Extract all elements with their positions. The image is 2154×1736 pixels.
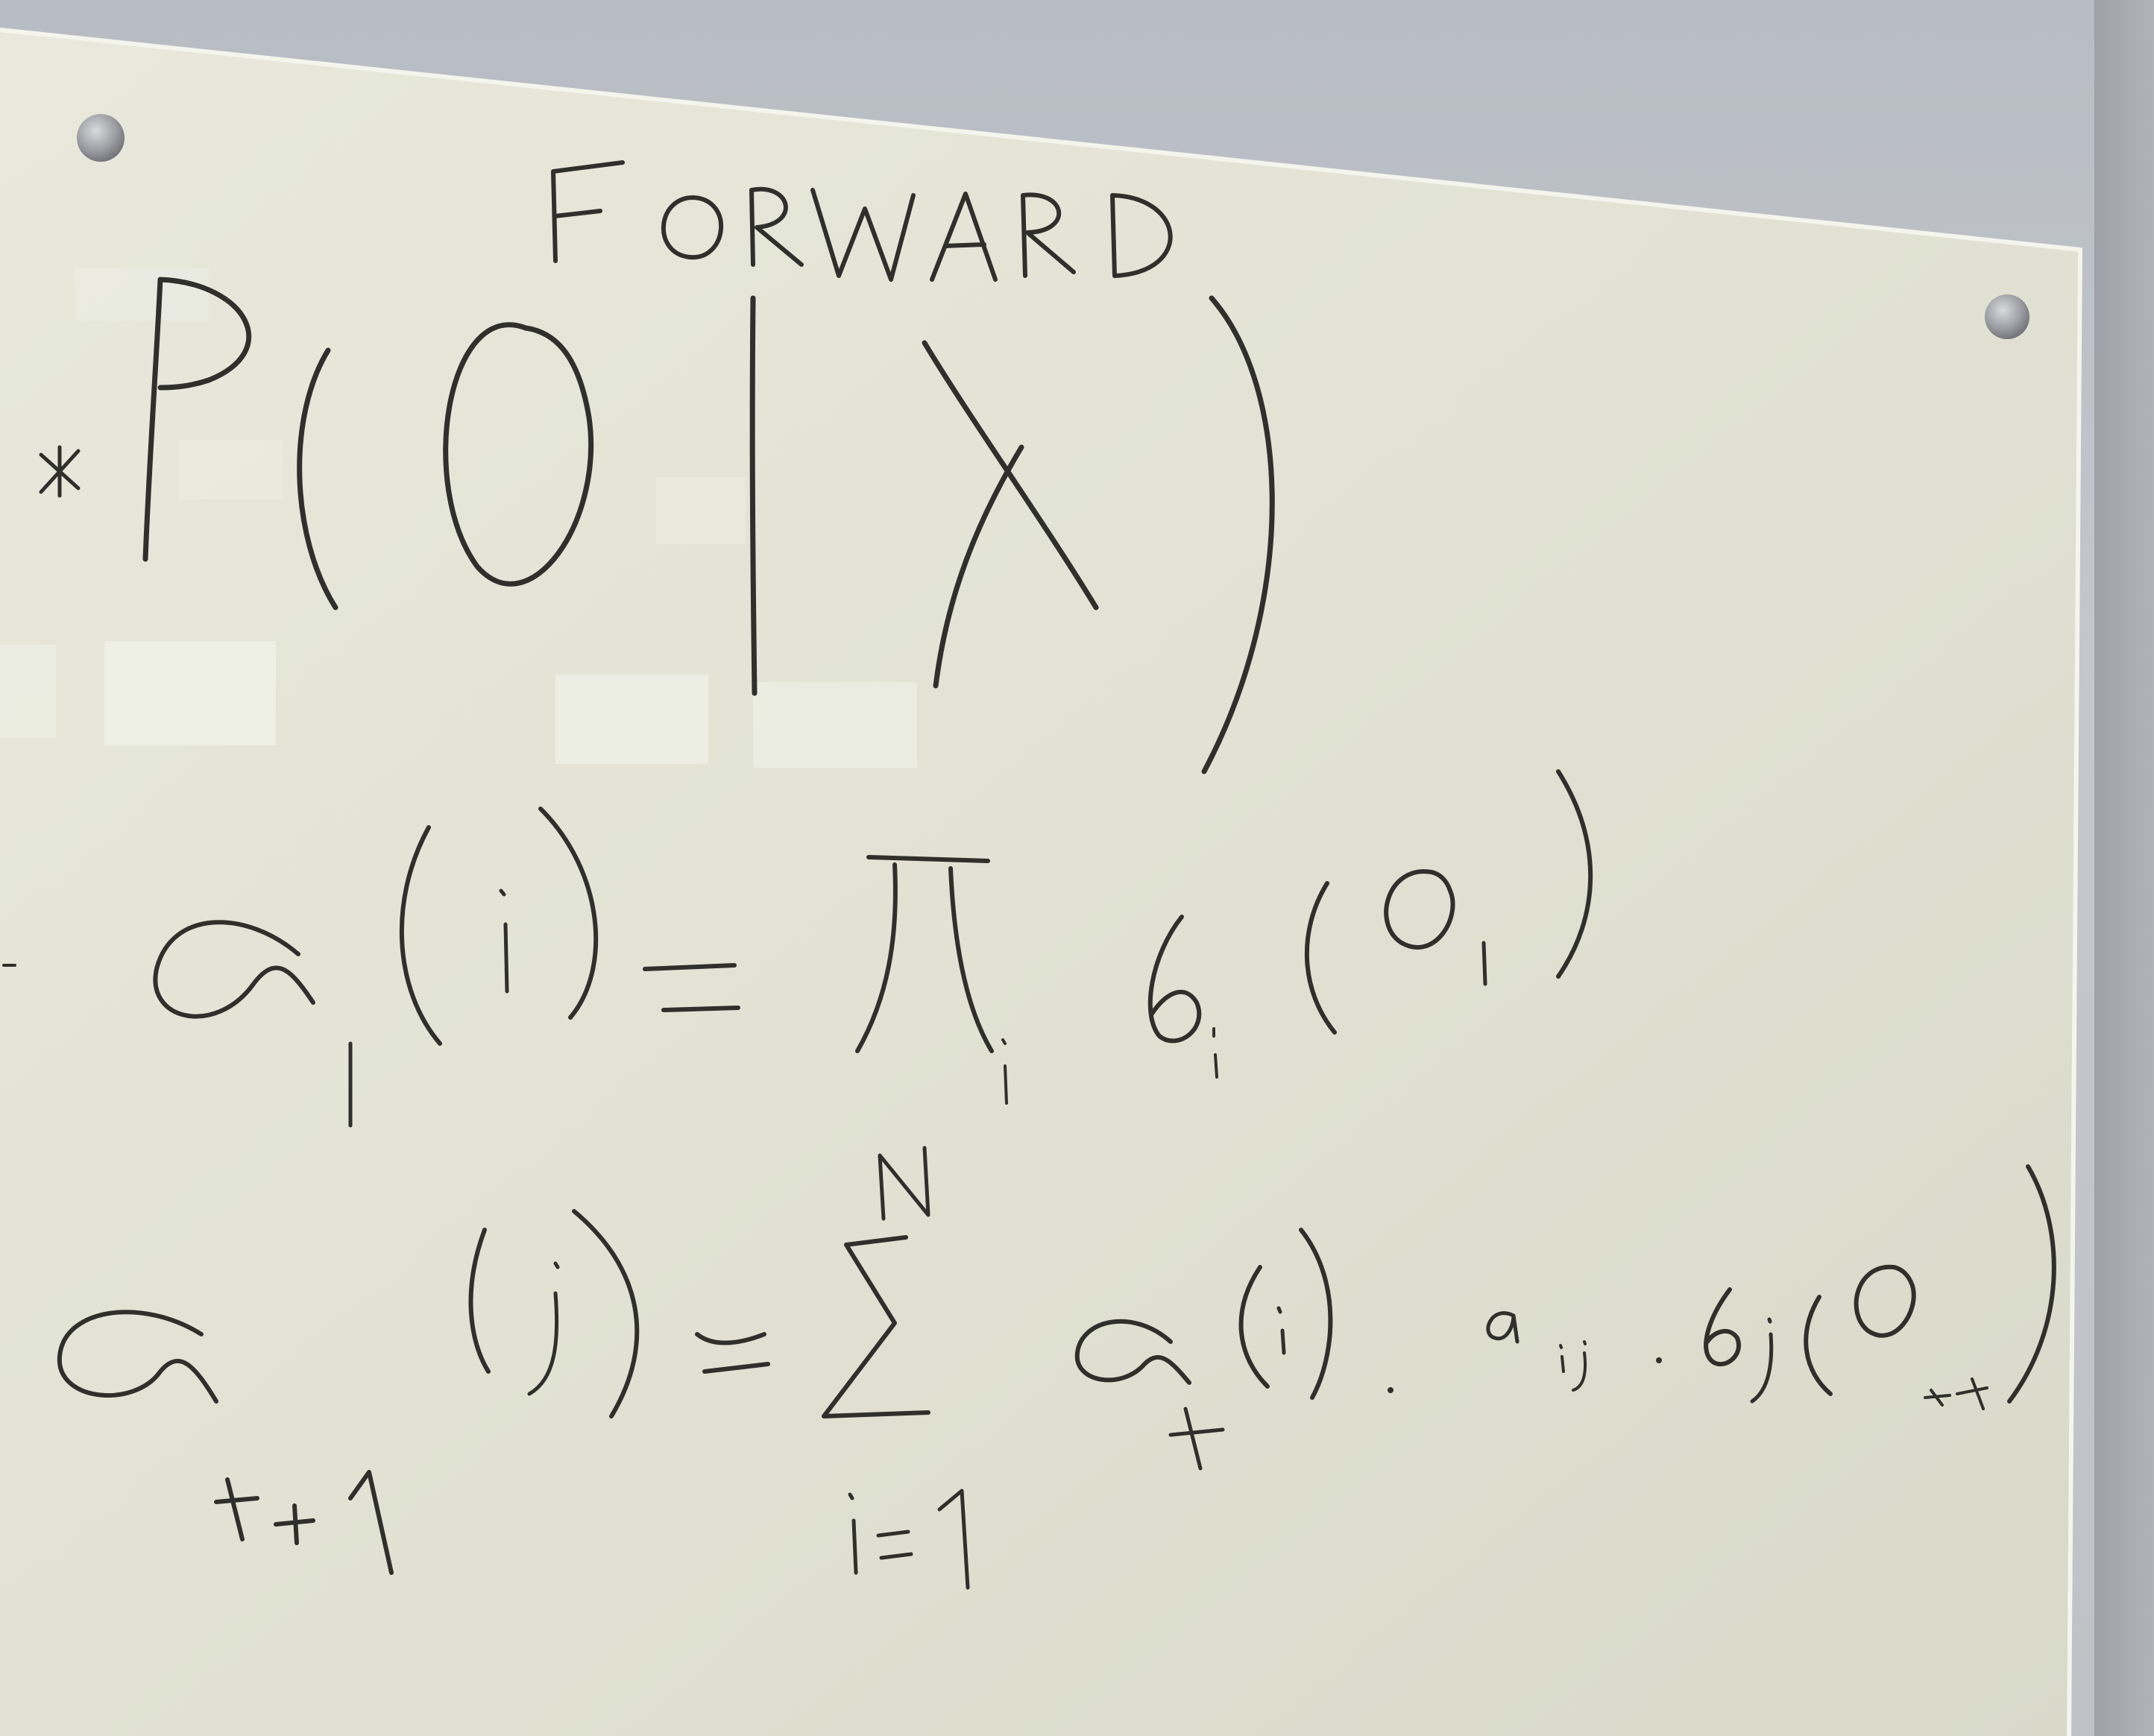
pin-top-right xyxy=(1985,294,2029,339)
board-surface xyxy=(0,30,2080,1736)
pin-top-left xyxy=(77,114,125,162)
